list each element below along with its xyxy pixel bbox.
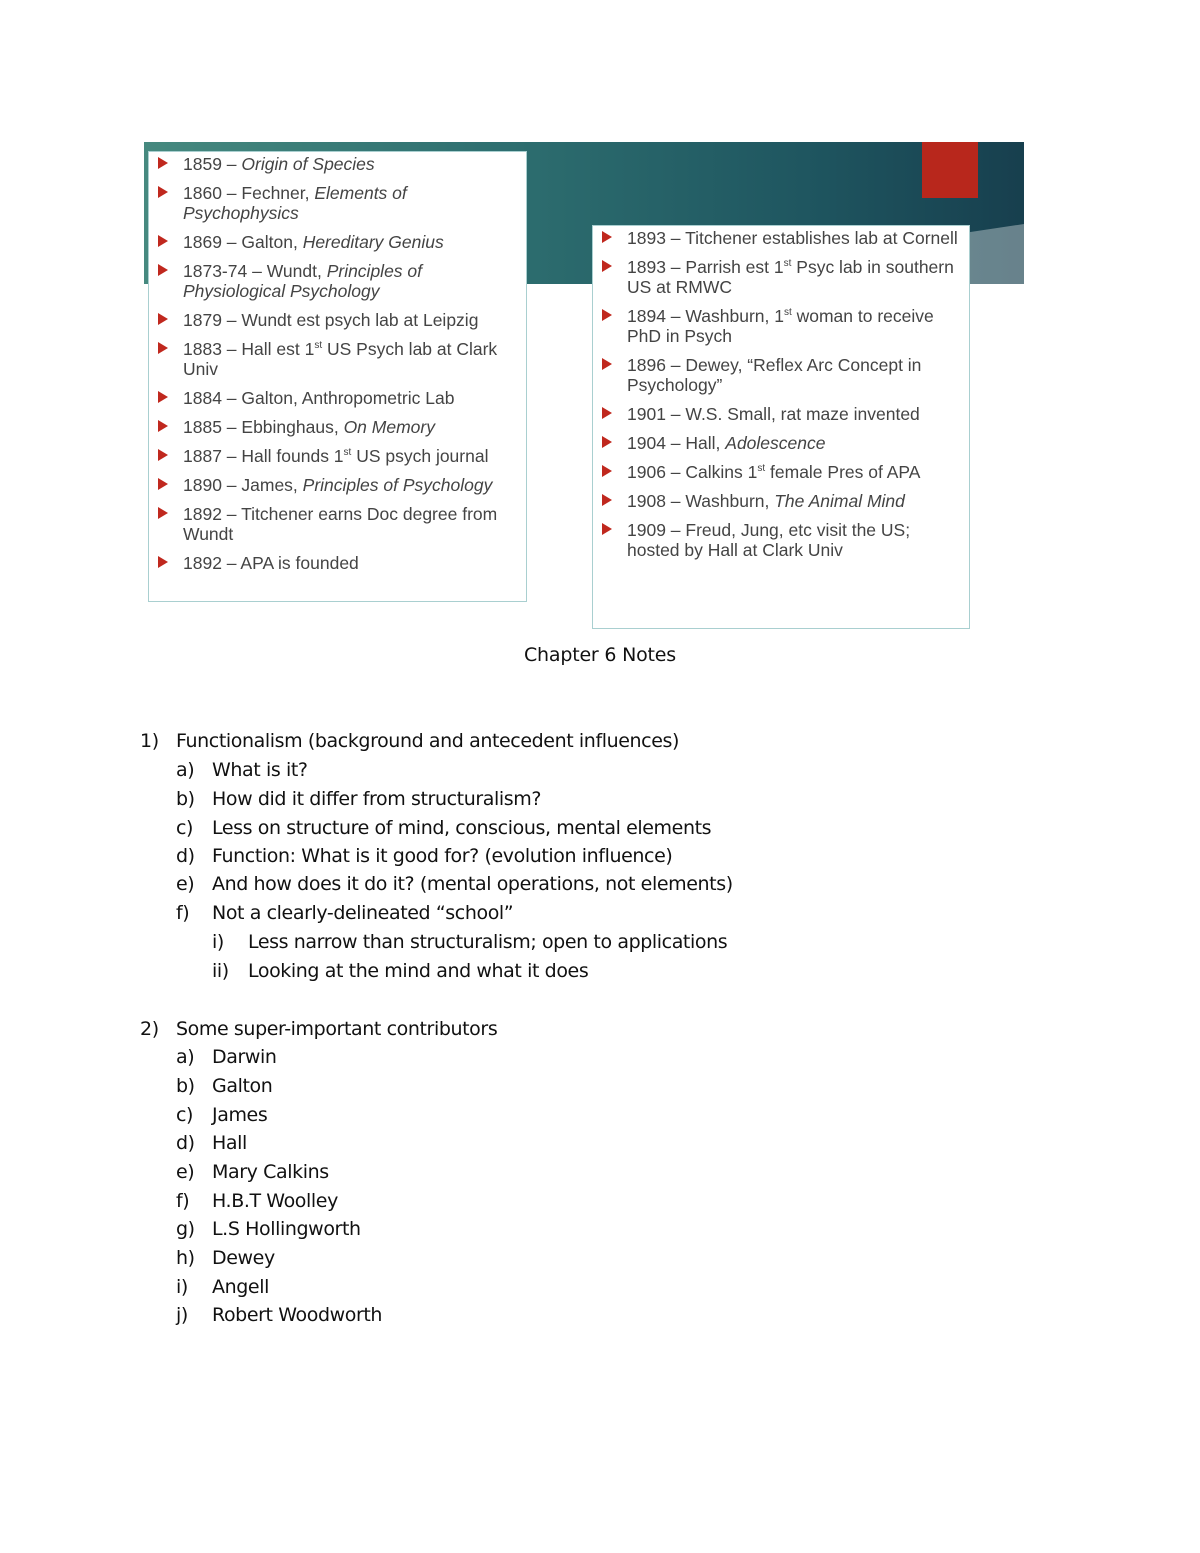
timeline-text: Washburn, bbox=[685, 491, 775, 511]
timeline-entry bbox=[593, 228, 959, 248]
list-item-label: j) bbox=[176, 1304, 188, 1326]
list-item-text: Less narrow than structuralism; open to applications bbox=[248, 931, 728, 953]
red-triangle-bullet-icon bbox=[158, 449, 168, 461]
list-item bbox=[176, 873, 733, 895]
timeline-work-title: Principles of Psychology bbox=[302, 475, 493, 495]
list-item-label: e) bbox=[176, 1161, 195, 1183]
timeline-entry bbox=[593, 404, 959, 424]
red-triangle-bullet-icon bbox=[158, 556, 168, 568]
list-item-label: e) bbox=[176, 873, 195, 895]
timeline-date: 1869 – bbox=[183, 232, 242, 252]
red-triangle-bullet-icon bbox=[602, 465, 612, 477]
red-triangle-bullet-icon bbox=[158, 264, 168, 276]
timeline-date: 1860 – bbox=[183, 183, 242, 203]
list-item-label: f) bbox=[176, 902, 190, 924]
timeline-text-continued: woman to receive PhD in Psych bbox=[627, 306, 934, 346]
list-item-label: ii) bbox=[212, 960, 229, 982]
list-item-text: Function: What is it good for? (evolution influence) bbox=[212, 845, 673, 867]
timeline-date: 1859 – bbox=[183, 154, 242, 174]
red-triangle-bullet-icon bbox=[602, 494, 612, 506]
timeline-text: Hall, bbox=[685, 433, 726, 453]
list-item-label: a) bbox=[176, 759, 195, 781]
list-item-text: What is it? bbox=[212, 759, 308, 781]
timeline-entry bbox=[149, 504, 516, 544]
list-item-label: g) bbox=[176, 1218, 195, 1240]
list-item bbox=[176, 1190, 338, 1212]
list-item bbox=[176, 817, 711, 839]
timeline-work-title: On Memory bbox=[343, 417, 435, 437]
red-triangle-bullet-icon bbox=[602, 260, 612, 272]
timeline-text: Parrish est 1 bbox=[685, 257, 784, 277]
list-item-text: Looking at the mind and what it does bbox=[248, 960, 589, 982]
timeline-entry bbox=[593, 257, 959, 297]
timeline-text: Wundt, bbox=[266, 261, 327, 281]
section-number: 1) bbox=[140, 730, 159, 752]
section-heading bbox=[140, 730, 679, 752]
timeline-text-continued: US psych journal bbox=[351, 446, 489, 466]
timeline-work-title: Principles of Physiological Psychology bbox=[183, 261, 423, 301]
timeline-entry bbox=[593, 306, 959, 346]
timeline-entry bbox=[149, 388, 516, 408]
timeline-text: W.S. Small, rat maze invented bbox=[685, 404, 920, 424]
timeline-text: Galton, Anthropometric Lab bbox=[241, 388, 455, 408]
timeline-date: 1896 – bbox=[627, 355, 686, 375]
timeline-date: 1894 – bbox=[627, 306, 686, 326]
timeline-entry bbox=[593, 462, 959, 482]
red-triangle-bullet-icon bbox=[602, 231, 612, 243]
red-triangle-bullet-icon bbox=[158, 507, 168, 519]
timeline-work-title: Adolescence bbox=[725, 433, 826, 453]
timeline-date: 1906 – bbox=[627, 462, 686, 482]
timeline-text: Galton, bbox=[241, 232, 303, 252]
timeline-entry bbox=[593, 520, 959, 560]
ordinal-superscript: st bbox=[783, 307, 792, 319]
list-subitem bbox=[212, 960, 588, 982]
red-triangle-bullet-icon bbox=[158, 342, 168, 354]
list-item-label: c) bbox=[176, 817, 194, 839]
timeline-date: 1909 – bbox=[627, 520, 686, 540]
list-item-text: Angell bbox=[212, 1276, 269, 1298]
timeline-entry bbox=[593, 433, 959, 453]
timeline-text: Freud, Jung, etc visit the US; hosted by Hall at Clark Univ bbox=[627, 520, 911, 560]
timeline-text: James, bbox=[241, 475, 303, 495]
red-triangle-bullet-icon bbox=[158, 420, 168, 432]
red-triangle-bullet-icon bbox=[158, 235, 168, 247]
list-item bbox=[176, 902, 513, 924]
timeline-date: 1908 – bbox=[627, 491, 686, 511]
red-triangle-bullet-icon bbox=[158, 313, 168, 325]
red-triangle-bullet-icon bbox=[602, 358, 612, 370]
list-item bbox=[176, 1104, 267, 1126]
list-item-label: h) bbox=[176, 1247, 195, 1269]
timeline-text: Hall founds 1 bbox=[241, 446, 344, 466]
timeline-entry bbox=[149, 417, 516, 437]
timeline-date: 1879 – bbox=[183, 310, 242, 330]
timeline-work-title: Hereditary Genius bbox=[302, 232, 444, 252]
list-item bbox=[176, 845, 672, 867]
list-item bbox=[176, 788, 541, 810]
list-item-text: James bbox=[212, 1104, 268, 1126]
timeline-text: Calkins 1 bbox=[685, 462, 758, 482]
section-number: 2) bbox=[140, 1018, 159, 1040]
list-item bbox=[176, 1161, 329, 1183]
timeline-work-title: The Animal Mind bbox=[774, 491, 905, 511]
list-item-label: d) bbox=[176, 1132, 195, 1154]
list-item-text: Robert Woodworth bbox=[212, 1304, 383, 1326]
ordinal-superscript: st bbox=[757, 463, 766, 475]
list-item bbox=[176, 1075, 272, 1097]
timeline-entry bbox=[593, 355, 959, 395]
list-item bbox=[176, 1276, 269, 1298]
list-item-text: And how does it do it? (mental operations, not elements) bbox=[212, 873, 733, 895]
list-item-label: b) bbox=[176, 788, 195, 810]
list-item bbox=[176, 1046, 277, 1068]
ordinal-superscript: st bbox=[783, 258, 792, 270]
list-item-text: H.B.T Woolley bbox=[212, 1190, 338, 1212]
list-item-label: b) bbox=[176, 1075, 195, 1097]
red-triangle-bullet-icon bbox=[602, 309, 612, 321]
timeline-entry bbox=[593, 491, 959, 511]
timeline-work-title: Elements of Psychophysics bbox=[183, 183, 407, 223]
timeline-text: APA is founded bbox=[240, 553, 359, 573]
list-item bbox=[176, 1218, 361, 1240]
timeline-date: 1904 – bbox=[627, 433, 686, 453]
page-title: Chapter 6 Notes bbox=[523, 644, 676, 666]
red-triangle-bullet-icon bbox=[158, 157, 168, 169]
section-heading-text: Some super-important contributors bbox=[176, 1018, 498, 1040]
red-triangle-bullet-icon bbox=[158, 391, 168, 403]
timeline-date: 1892 – bbox=[183, 504, 242, 524]
list-subitem bbox=[212, 931, 727, 953]
timeline-date: 1885 – bbox=[183, 417, 242, 437]
timeline-date: 1892 – bbox=[183, 553, 241, 573]
timeline-date: 1901 – bbox=[627, 404, 686, 424]
timeline-box-left bbox=[148, 151, 527, 602]
red-triangle-bullet-icon bbox=[158, 478, 168, 490]
timeline-entry bbox=[149, 154, 516, 174]
red-triangle-bullet-icon bbox=[602, 436, 612, 448]
list-item-text: Mary Calkins bbox=[212, 1161, 329, 1183]
red-triangle-bullet-icon bbox=[158, 186, 168, 198]
red-triangle-bullet-icon bbox=[602, 407, 612, 419]
section-heading-text: Functionalism (background and antecedent influences) bbox=[176, 730, 680, 752]
timeline-entry bbox=[149, 339, 516, 379]
ordinal-superscript: st bbox=[314, 340, 323, 352]
timeline-entry bbox=[149, 310, 516, 330]
timeline-entry bbox=[149, 446, 516, 466]
list-item-label: i) bbox=[176, 1276, 188, 1298]
timeline-date: 1873-74 – bbox=[183, 261, 267, 281]
section-heading bbox=[140, 1018, 497, 1040]
timeline-slide-image bbox=[144, 142, 1024, 632]
timeline-text: Dewey, “Reflex Arc Concept in Psychology” bbox=[627, 355, 922, 395]
list-item-text: Galton bbox=[212, 1075, 273, 1097]
list-item-label: i) bbox=[212, 931, 224, 953]
timeline-date: 1893 – bbox=[627, 228, 686, 248]
list-item bbox=[176, 759, 308, 781]
list-item-text: Hall bbox=[212, 1132, 247, 1154]
list-item-label: c) bbox=[176, 1104, 194, 1126]
timeline-text: Wundt est psych lab at Leipzig bbox=[241, 310, 479, 330]
timeline-date: 1887 – bbox=[183, 446, 242, 466]
list-item-label: f) bbox=[176, 1190, 190, 1212]
timeline-date: 1893 – bbox=[627, 257, 686, 277]
timeline-text: Ebbinghaus, bbox=[241, 417, 344, 437]
timeline-date: 1883 – bbox=[183, 339, 242, 359]
list-item-text: Darwin bbox=[212, 1046, 277, 1068]
timeline-entry bbox=[149, 261, 516, 301]
timeline-date: 1884 – bbox=[183, 388, 242, 408]
timeline-text-continued: US Psych lab at Clark Univ bbox=[183, 339, 498, 379]
timeline-entry bbox=[149, 553, 516, 573]
timeline-date: 1890 – bbox=[183, 475, 242, 495]
timeline-box-right bbox=[592, 225, 970, 629]
list-item bbox=[176, 1304, 382, 1326]
timeline-work-title: Origin of Species bbox=[241, 154, 375, 174]
list-item-text: Less on structure of mind, conscious, mental elements bbox=[212, 817, 712, 839]
timeline-text-continued: Psyc lab in southern US at RMWC bbox=[627, 257, 954, 297]
slide-accent-square bbox=[922, 142, 978, 198]
ordinal-superscript: st bbox=[343, 447, 352, 459]
timeline-entry bbox=[149, 183, 516, 223]
list-item-text: Dewey bbox=[212, 1247, 275, 1269]
timeline-text: Titchener establishes lab at Cornell bbox=[685, 228, 958, 248]
timeline-text: Fechner, bbox=[241, 183, 315, 203]
list-item bbox=[176, 1247, 275, 1269]
timeline-text: Titchener earns Doc degree from Wundt bbox=[183, 504, 498, 544]
timeline-entry bbox=[149, 475, 516, 495]
timeline-text: Hall est 1 bbox=[241, 339, 315, 359]
list-item-text: Not a clearly-delineated “school” bbox=[212, 902, 514, 924]
list-item-label: d) bbox=[176, 845, 195, 867]
timeline-text-continued: female Pres of APA bbox=[765, 462, 921, 482]
list-item bbox=[176, 1132, 247, 1154]
list-item-label: a) bbox=[176, 1046, 195, 1068]
timeline-text: Washburn, 1 bbox=[685, 306, 784, 326]
list-item-text: L.S Hollingworth bbox=[212, 1218, 361, 1240]
red-triangle-bullet-icon bbox=[602, 523, 612, 535]
timeline-entry bbox=[149, 232, 516, 252]
list-item-text: How did it differ from structuralism? bbox=[212, 788, 542, 810]
